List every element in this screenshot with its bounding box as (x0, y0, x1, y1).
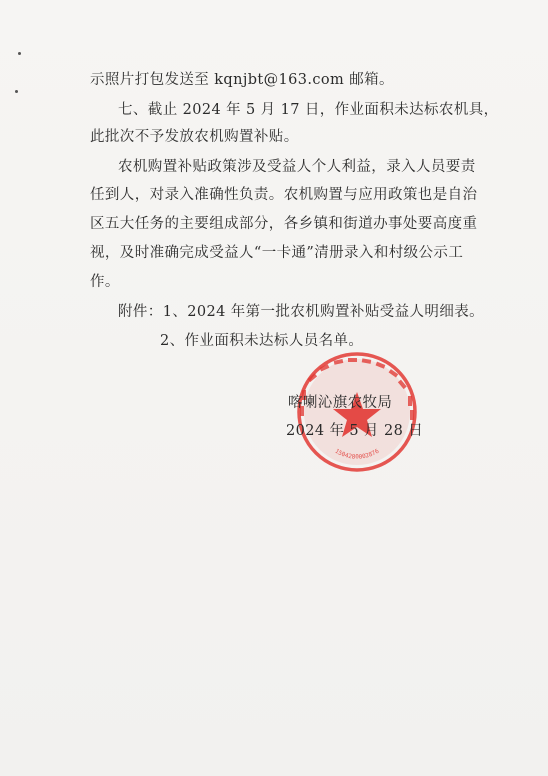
issue-date: 2024 年 5 月 28 日 (286, 423, 424, 439)
text-line-1: 示照片打包发送至 kqnjbt@163.com 邮箱。 (90, 72, 394, 88)
attachment-item-2: 2、作业面积未达标人员名单。 (160, 333, 364, 349)
scan-speck (18, 52, 21, 55)
text-line-5: 任到人，对录入准确性负责。农机购置与应用政策也是自治 (90, 187, 478, 203)
attachment-item-1: 附件：1、2024 年第一批农机购置补贴受益人明细表。 (118, 304, 485, 320)
text-line-3: 此批次不予发放农机购置补贴。 (90, 129, 299, 145)
scan-speck (15, 90, 18, 93)
seal-number: 1504280002876 (333, 447, 381, 461)
text-line-2: 七、截止 2024 年 5 月 17 日，作业面积未达标农机具， (118, 102, 499, 118)
text-line-7: 视，及时准确完成受益人“一卡通”清册录入和村级公示工 (90, 245, 464, 261)
text-line-4: 农机购置补贴政策涉及受益人个人利益，录入人员要责 (118, 159, 476, 175)
issuing-organization: 喀喇沁旗农牧局 (288, 395, 393, 411)
text-line-6: 区五大任务的主要组成部分，各乡镇和街道办事处要高度重 (90, 216, 478, 232)
text-line-8: 作。 (90, 274, 120, 290)
